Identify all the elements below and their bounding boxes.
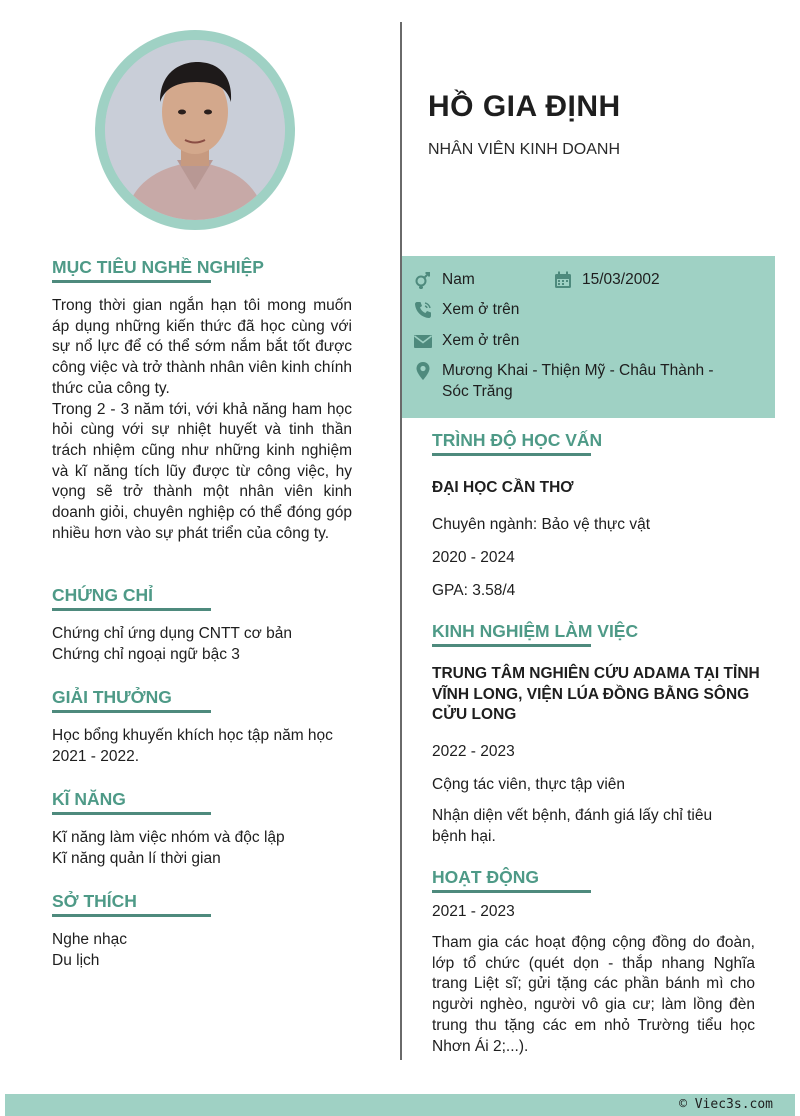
location-icon	[412, 361, 434, 381]
objective-section	[52, 256, 352, 283]
hobbies-list	[52, 930, 352, 971]
period: 2020 - 2024	[432, 549, 515, 566]
contact-address	[412, 361, 714, 402]
footer-copyright: © Viec3s.com	[679, 1097, 773, 1112]
section-underline	[432, 890, 591, 893]
contact-birthday	[552, 270, 660, 291]
calendar-icon	[552, 270, 574, 290]
education-major	[432, 515, 755, 536]
objective-paragraph: Trong 2 - 3 năm tới, với khả năng ham học hỏi cùng với sự nhiệt huyết và tinh thần trách nhiệm cũng như những kinh nghiệm và kĩ năng tích lũy được từ công việc, hy vọng sẽ trở thành một nhân viên kinh doanh giỏi, chuyên nghiệp có thể đóng góp nhiều hơn vào sự phát triển của công ty.	[52, 400, 352, 542]
company-line: CỬU LONG	[432, 706, 517, 724]
experience-description	[432, 806, 755, 847]
section-title: MỤC TIÊU NGHỀ NGHIỆP	[52, 257, 264, 277]
phone-value: Xem ở trên	[442, 301, 520, 318]
awards-section	[52, 686, 352, 713]
education-school	[432, 478, 755, 499]
phone-icon	[412, 300, 434, 320]
list-item: Chứng chỉ ngoại ngữ bậc 3	[52, 645, 240, 663]
list-item: Kĩ năng quản lí thời gian	[52, 849, 221, 867]
education-gpa	[432, 581, 755, 602]
objective-paragraph: Trong thời gian ngắn hạn tôi mong muốn áp dụng những kiến thức đã học cùng với sự nổ lực để có thể sớm nắm bắt tốt được công việc và trở thành nhân viên kinh chính thức của công ty.	[52, 297, 352, 397]
email-value: Xem ở trên	[442, 332, 520, 349]
contact-phone	[412, 300, 519, 321]
section-underline	[52, 914, 211, 917]
skills-list	[52, 828, 352, 869]
address-line: Mương Khai - Thiện Mỹ - Châu Thành -	[442, 362, 714, 379]
section-title: CHỨNG CHỈ	[52, 585, 154, 605]
candidate-name: HỒ GIA ĐỊNH	[428, 90, 621, 123]
section-title: TRÌNH ĐỘ HỌC VẤN	[432, 430, 603, 450]
activities-description	[432, 933, 755, 1057]
address-line: Sóc Trăng	[442, 382, 513, 400]
objective-text	[52, 296, 352, 544]
section-underline	[52, 608, 211, 611]
hobbies-section	[52, 890, 352, 917]
section-title: SỞ THÍCH	[52, 891, 137, 911]
company-line: VĨNH LONG, VIỆN LÚA ĐỒNG BẰNG SÔNG	[432, 685, 750, 703]
section-title: KINH NGHIỆM LÀM VIỆC	[432, 621, 639, 641]
section-underline	[52, 710, 211, 713]
profile-photo	[105, 40, 285, 220]
activities-period	[432, 902, 755, 923]
gender-icon	[412, 270, 434, 290]
gender-value: Nam	[442, 271, 475, 288]
address-value	[442, 361, 714, 402]
list-item: 2021 - 2022.	[52, 747, 140, 765]
section-underline	[432, 644, 591, 647]
certificates-list	[52, 624, 352, 665]
company-line: TRUNG TÂM NGHIÊN CỨU ADAMA TẠI TỈNH	[432, 665, 760, 682]
experience-position	[432, 775, 755, 796]
list-item: Học bổng khuyến khích học tập năm học	[52, 727, 333, 744]
certificates-section	[52, 584, 352, 611]
experience-period	[432, 742, 755, 763]
education-section	[432, 429, 755, 456]
column-divider	[400, 22, 402, 1060]
period: 2021 - 2023	[432, 903, 515, 920]
list-item: Nghe nhạc	[52, 931, 127, 948]
section-title: HOẠT ĐỘNG	[432, 867, 539, 887]
awards-list	[52, 726, 352, 767]
candidate-title: NHÂN VIÊN KINH DOANH	[428, 141, 621, 158]
list-item: Chứng chỉ ứng dụng CNTT cơ bản	[52, 625, 293, 642]
birthday-value: 15/03/2002	[582, 271, 660, 288]
footer-bar	[5, 1094, 795, 1116]
activities-section	[432, 866, 755, 893]
major: Chuyên ngành: Bảo vệ thực vật	[432, 516, 651, 533]
contact-email	[412, 331, 519, 352]
school-name: ĐẠI HỌC CẦN THƠ	[432, 479, 574, 496]
period: 2022 - 2023	[432, 743, 515, 760]
list-item: Kĩ năng làm việc nhóm và độc lập	[52, 829, 285, 846]
section-title: KĨ NĂNG	[52, 789, 126, 809]
contact-box	[402, 256, 775, 418]
description-line: bệnh hại.	[432, 827, 496, 845]
section-underline	[52, 812, 211, 815]
section-underline	[432, 453, 591, 456]
section-title: GIẢI THƯỞNG	[52, 687, 172, 707]
experience-section	[432, 620, 755, 647]
section-underline	[52, 280, 211, 283]
description-line: Nhận diện vết bệnh, đánh giá lấy chỉ tiêu	[432, 807, 713, 824]
list-item: Du lịch	[52, 951, 100, 969]
experience-company	[432, 664, 760, 726]
skills-section	[52, 788, 352, 815]
avatar	[95, 30, 295, 230]
email-icon	[412, 331, 434, 351]
gpa: GPA: 3.58/4	[432, 582, 516, 599]
education-period	[432, 548, 755, 569]
description: Tham gia các hoạt động cộng đồng do đoàn, lớp tổ chức (quét dọn - thắp nhang Nghĩa trang Liệt sĩ; gửi tặng các phần bánh mì cho người nghèo, người vô gia cư; làm lồng đèn trung thu tặng các em nhỏ Trường tiểu học Nhơn Ái 2;...).	[432, 934, 755, 1055]
position: Cộng tác viên, thực tập viên	[432, 776, 626, 793]
contact-gender	[412, 270, 475, 291]
